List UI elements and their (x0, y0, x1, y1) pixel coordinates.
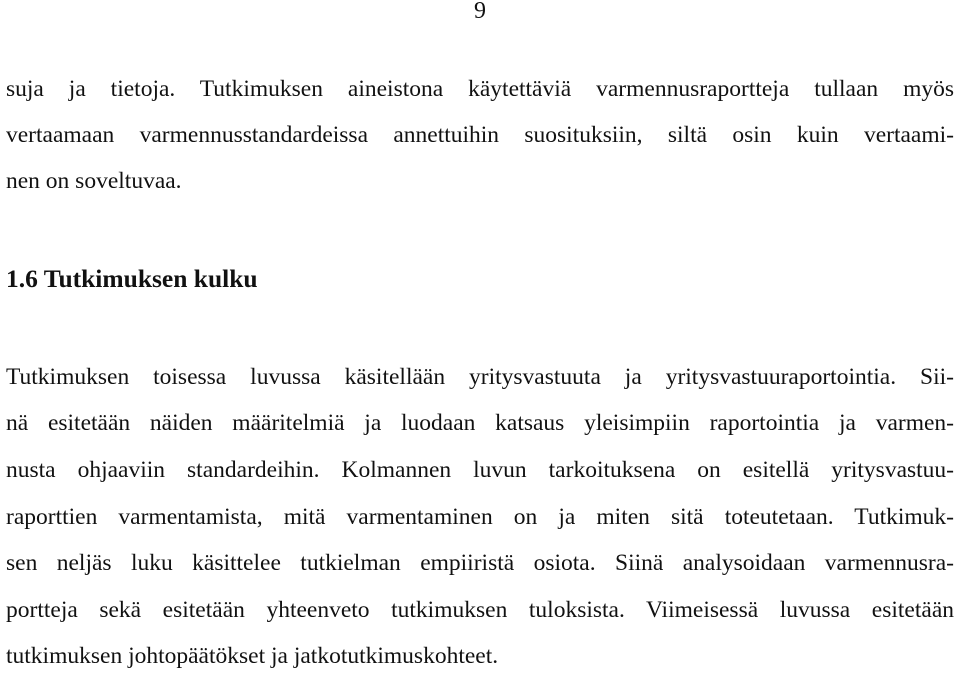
text-line: suja ja tietoja. Tutkimuksen aineistona käytettäviä varmennusraportteja tullaan myös (6, 76, 954, 102)
section-heading: 1.6 Tutkimuksen kulku (6, 264, 258, 293)
text-line: raporttien varmentamista, mitä varmentaminen on ja miten sitä toteutetaan. Tutkimuk- (6, 504, 954, 530)
page-number: 9 (474, 0, 486, 24)
text-line: Tutkimuksen toisessa luvussa käsitellään yritysvastuuta ja yritysvastuuraportointia. Sii- (6, 364, 954, 390)
text-line: nä esitetään näiden määritelmiä ja luodaan katsaus yleisimpiin raportointia ja varmen- (6, 410, 954, 436)
text-line: nusta ohjaaviin standardeihin. Kolmannen luvun tarkoituksena on esitellä yritysvastuu- (6, 457, 954, 483)
text-line: tutkimuksen johtopäätökset ja jatkotutkimuskohteet. (6, 643, 499, 669)
text-line: vertaamaan varmennusstandardeissa annettuihin suosituksiin, siltä osin kuin vertaami- (6, 122, 954, 148)
text-line: sen neljäs luku käsittelee tutkielman empiiristä osiota. Siinä analysoidaan varmennusra- (6, 550, 954, 576)
text-line: nen on soveltuvaa. (6, 168, 182, 194)
text-line: portteja sekä esitetään yhteenveto tutkimuksen tuloksista. Viimeisessä luvussa esitetään (6, 597, 954, 623)
